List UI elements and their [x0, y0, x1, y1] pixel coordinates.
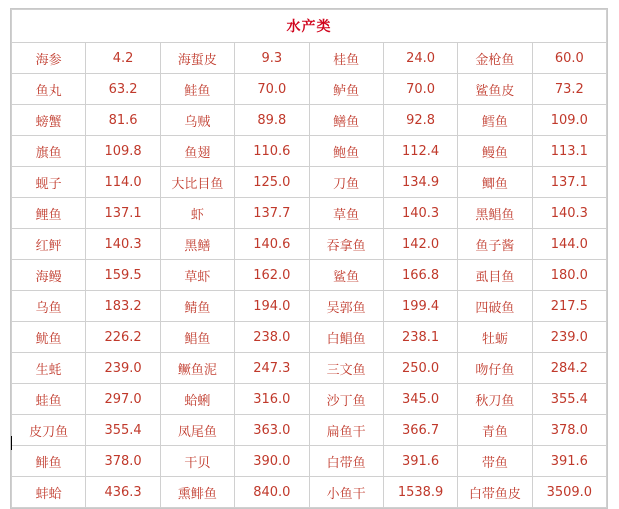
cell-value: 134.9 — [383, 167, 457, 198]
cell-value: 183.2 — [86, 291, 160, 322]
cell-name: 熏鲱鱼 — [160, 477, 234, 508]
cell-value: 109.0 — [532, 105, 606, 136]
cell-name: 吻仔鱼 — [458, 353, 532, 384]
cell-name: 小鱼干 — [309, 477, 383, 508]
cell-value: 250.0 — [383, 353, 457, 384]
cell-value: 137.1 — [532, 167, 606, 198]
cell-name: 鲤鱼 — [12, 198, 86, 229]
cell-name: 鳕鱼 — [458, 105, 532, 136]
cell-name: 秋刀鱼 — [458, 384, 532, 415]
cell-name: 白鲳鱼 — [309, 322, 383, 353]
cell-value: 239.0 — [532, 322, 606, 353]
cell-name: 三文鱼 — [309, 353, 383, 384]
cell-name: 刀鱼 — [309, 167, 383, 198]
cell-value: 162.0 — [235, 260, 309, 291]
cell-value: 112.4 — [383, 136, 457, 167]
cell-name: 蛙鱼 — [12, 384, 86, 415]
cell-name: 大比目鱼 — [160, 167, 234, 198]
cell-value: 840.0 — [235, 477, 309, 508]
cell-name: 鲫鱼 — [458, 167, 532, 198]
table-row — [12, 260, 607, 291]
cell-value: 284.2 — [532, 353, 606, 384]
cell-value: 366.7 — [383, 415, 457, 446]
cell-name: 吴郭鱼 — [309, 291, 383, 322]
cell-value: 391.6 — [383, 446, 457, 477]
cell-value: 166.8 — [383, 260, 457, 291]
cell-value: 140.3 — [532, 198, 606, 229]
text-cursor — [11, 436, 12, 450]
cell-name: 鱼翅 — [160, 136, 234, 167]
cell-value: 92.8 — [383, 105, 457, 136]
cell-name: 白带鱼 — [309, 446, 383, 477]
cell-value: 140.6 — [235, 229, 309, 260]
cell-name: 黑鳝 — [160, 229, 234, 260]
cell-name: 海蜇皮 — [160, 43, 234, 74]
table-row — [12, 43, 607, 74]
cell-name: 鱼丸 — [12, 74, 86, 105]
cell-name: 鱼子酱 — [458, 229, 532, 260]
cell-value: 1538.9 — [383, 477, 457, 508]
cell-value: 238.0 — [235, 322, 309, 353]
cell-name: 鲑鱼 — [160, 74, 234, 105]
cell-name: 桂鱼 — [309, 43, 383, 74]
cell-name: 青鱼 — [458, 415, 532, 446]
cell-value: 110.6 — [235, 136, 309, 167]
cell-name: 沙丁鱼 — [309, 384, 383, 415]
cell-value: 180.0 — [532, 260, 606, 291]
cell-value: 436.3 — [86, 477, 160, 508]
cell-value: 24.0 — [383, 43, 457, 74]
cell-name: 旗鱼 — [12, 136, 86, 167]
cell-value: 238.1 — [383, 322, 457, 353]
cell-name: 黑鲳鱼 — [458, 198, 532, 229]
cell-name: 鳝鱼 — [309, 105, 383, 136]
cell-value: 355.4 — [86, 415, 160, 446]
table-row — [12, 136, 607, 167]
cell-value: 199.4 — [383, 291, 457, 322]
data-table-container — [10, 8, 608, 509]
cell-value: 81.6 — [86, 105, 160, 136]
cell-value: 144.0 — [532, 229, 606, 260]
cell-name: 鳗鱼 — [458, 136, 532, 167]
cell-name: 虾 — [160, 198, 234, 229]
cell-value: 114.0 — [86, 167, 160, 198]
cell-name: 草虾 — [160, 260, 234, 291]
cell-value: 109.8 — [86, 136, 160, 167]
table-row — [12, 322, 607, 353]
cell-name: 鳜鱼泥 — [160, 353, 234, 384]
table-row — [12, 74, 607, 105]
cell-value: 9.3 — [235, 43, 309, 74]
cell-value: 63.2 — [86, 74, 160, 105]
cell-name: 鲱鱼 — [12, 446, 86, 477]
table-row — [12, 477, 607, 508]
cell-name: 草鱼 — [309, 198, 383, 229]
cell-value: 391.6 — [532, 446, 606, 477]
table-row — [12, 167, 607, 198]
cell-value: 137.1 — [86, 198, 160, 229]
cell-value: 70.0 — [235, 74, 309, 105]
cell-value: 3509.0 — [532, 477, 606, 508]
table-row — [12, 353, 607, 384]
cell-name: 金枪鱼 — [458, 43, 532, 74]
cell-name: 鲨鱼皮 — [458, 74, 532, 105]
cell-name: 蚌蛤 — [12, 477, 86, 508]
cell-value: 113.1 — [532, 136, 606, 167]
table-body — [12, 10, 607, 508]
cell-value: 316.0 — [235, 384, 309, 415]
table-row — [12, 105, 607, 136]
cell-name: 凤尾鱼 — [160, 415, 234, 446]
cell-name: 带鱼 — [458, 446, 532, 477]
cell-value: 142.0 — [383, 229, 457, 260]
cell-name: 乌贼 — [160, 105, 234, 136]
cell-value: 297.0 — [86, 384, 160, 415]
cell-name: 海参 — [12, 43, 86, 74]
cell-value: 378.0 — [86, 446, 160, 477]
cell-name: 鲭鱼 — [160, 291, 234, 322]
table-row — [12, 446, 607, 477]
cell-name: 乌鱼 — [12, 291, 86, 322]
cell-name: 白带鱼皮 — [458, 477, 532, 508]
cell-value: 60.0 — [532, 43, 606, 74]
cell-value: 239.0 — [86, 353, 160, 384]
cell-name: 海鳗 — [12, 260, 86, 291]
table-row — [12, 415, 607, 446]
cell-name: 鲈鱼 — [309, 74, 383, 105]
cell-name: 扁鱼干 — [309, 415, 383, 446]
table-row — [12, 198, 607, 229]
cell-value: 89.8 — [235, 105, 309, 136]
cell-value: 217.5 — [532, 291, 606, 322]
cell-name: 鲨鱼 — [309, 260, 383, 291]
cell-value: 355.4 — [532, 384, 606, 415]
cell-value: 125.0 — [235, 167, 309, 198]
cell-name: 鱿鱼 — [12, 322, 86, 353]
cell-value: 159.5 — [86, 260, 160, 291]
cell-name: 生蚝 — [12, 353, 86, 384]
cell-name: 蛤蜊 — [160, 384, 234, 415]
cell-value: 226.2 — [86, 322, 160, 353]
table-title-row — [12, 10, 607, 43]
cell-value: 137.7 — [235, 198, 309, 229]
cell-value: 4.2 — [86, 43, 160, 74]
cell-value: 140.3 — [86, 229, 160, 260]
cell-value: 345.0 — [383, 384, 457, 415]
cell-name: 牡蛎 — [458, 322, 532, 353]
seafood-table — [11, 9, 607, 508]
cell-value: 73.2 — [532, 74, 606, 105]
page-title: 水产类 — [12, 10, 607, 43]
cell-name: 皮刀鱼 — [12, 415, 86, 446]
cell-name: 干贝 — [160, 446, 234, 477]
cell-name: 吞拿鱼 — [309, 229, 383, 260]
cell-value: 140.3 — [383, 198, 457, 229]
cell-name: 四破鱼 — [458, 291, 532, 322]
cell-name: 鲳鱼 — [160, 322, 234, 353]
cell-value: 390.0 — [235, 446, 309, 477]
cell-name: 红鲆 — [12, 229, 86, 260]
table-row — [12, 291, 607, 322]
table-row — [12, 384, 607, 415]
cell-name: 虱目鱼 — [458, 260, 532, 291]
cell-name: 鲍鱼 — [309, 136, 383, 167]
cell-value: 378.0 — [532, 415, 606, 446]
cell-value: 70.0 — [383, 74, 457, 105]
cell-value: 247.3 — [235, 353, 309, 384]
cell-value: 363.0 — [235, 415, 309, 446]
cell-name: 螃蟹 — [12, 105, 86, 136]
cell-value: 194.0 — [235, 291, 309, 322]
table-row — [12, 229, 607, 260]
cell-name: 蚬子 — [12, 167, 86, 198]
